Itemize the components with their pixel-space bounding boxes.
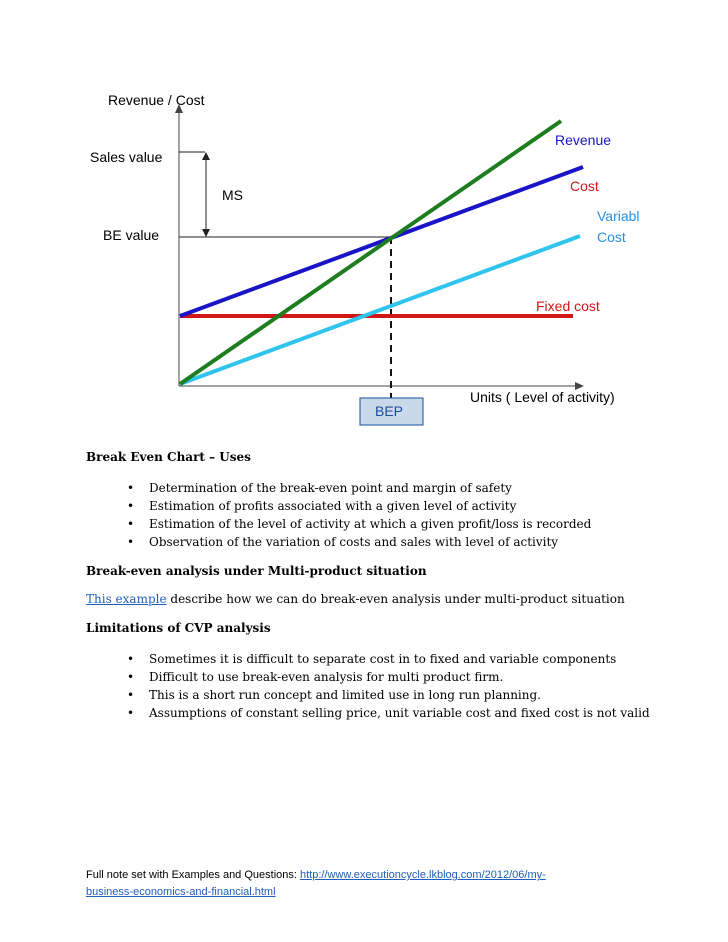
uses-list <box>86 479 686 551</box>
break-even-chart-svg <box>0 0 728 440</box>
legend-variable-line2: Cost <box>597 229 626 245</box>
multi-product-text: describe how we can do break-even analysis under multi-product situation <box>166 592 625 606</box>
list-item: • Sometimes it is difficult to separate cost in to fixed and variable components <box>86 650 686 668</box>
list-item: • Observation of the variation of costs and sales with level of activity <box>86 533 686 551</box>
limitations-list <box>86 650 686 722</box>
ms-arrow-head-top <box>202 152 210 160</box>
footer-url-link-continued[interactable]: business-economics-and-financial.html <box>86 886 276 898</box>
legend-cost: Cost <box>570 178 599 194</box>
footer-note <box>86 867 646 901</box>
footer-prefix: Full note set with Examples and Questions: <box>86 869 300 881</box>
sales-value-label: Sales value <box>90 149 163 165</box>
list-item: • This is a short run concept and limited use in long run planning. <box>86 686 686 704</box>
limitations-heading: Limitations of CVP analysis <box>86 621 271 635</box>
legend-revenue: Revenue <box>555 132 612 148</box>
ms-arrow-head-bottom <box>202 229 210 237</box>
document-body <box>86 446 686 722</box>
list-item: • Assumptions of constant selling price, unit variable cost and fixed cost is not valid <box>86 704 686 722</box>
bep-label: BEP <box>375 403 404 419</box>
legend-fixed-cost: Fixed cost <box>536 298 600 314</box>
uses-heading: Break Even Chart – Uses <box>86 450 251 464</box>
list-item: • Determination of the break-even point and margin of safety <box>86 479 686 497</box>
list-item: • Estimation of the level of activity at which a given profit/loss is recorded <box>86 515 686 533</box>
legend-variable-line1: Variabl <box>597 208 640 224</box>
break-even-chart <box>0 0 728 440</box>
variable-cost-line <box>180 236 580 384</box>
x-axis-title: Units ( Level of activity) <box>470 389 615 405</box>
this-example-link[interactable]: This example <box>86 592 167 606</box>
revenue-line <box>180 121 561 384</box>
ms-label: MS <box>222 187 243 203</box>
list-item: • Difficult to use break-even analysis for multi product firm. <box>86 668 686 686</box>
list-item: • Estimation of profits associated with a given level of activity <box>86 497 686 515</box>
be-value-label: BE value <box>103 227 160 243</box>
y-axis-title: Revenue / Cost <box>108 92 205 108</box>
multi-product-paragraph <box>86 591 686 607</box>
multi-product-heading: Break-even analysis under Multi-product situation <box>86 564 427 578</box>
footer-url-link[interactable]: http://www.executioncycle.lkblog.com/2012/06/my- <box>300 869 546 881</box>
